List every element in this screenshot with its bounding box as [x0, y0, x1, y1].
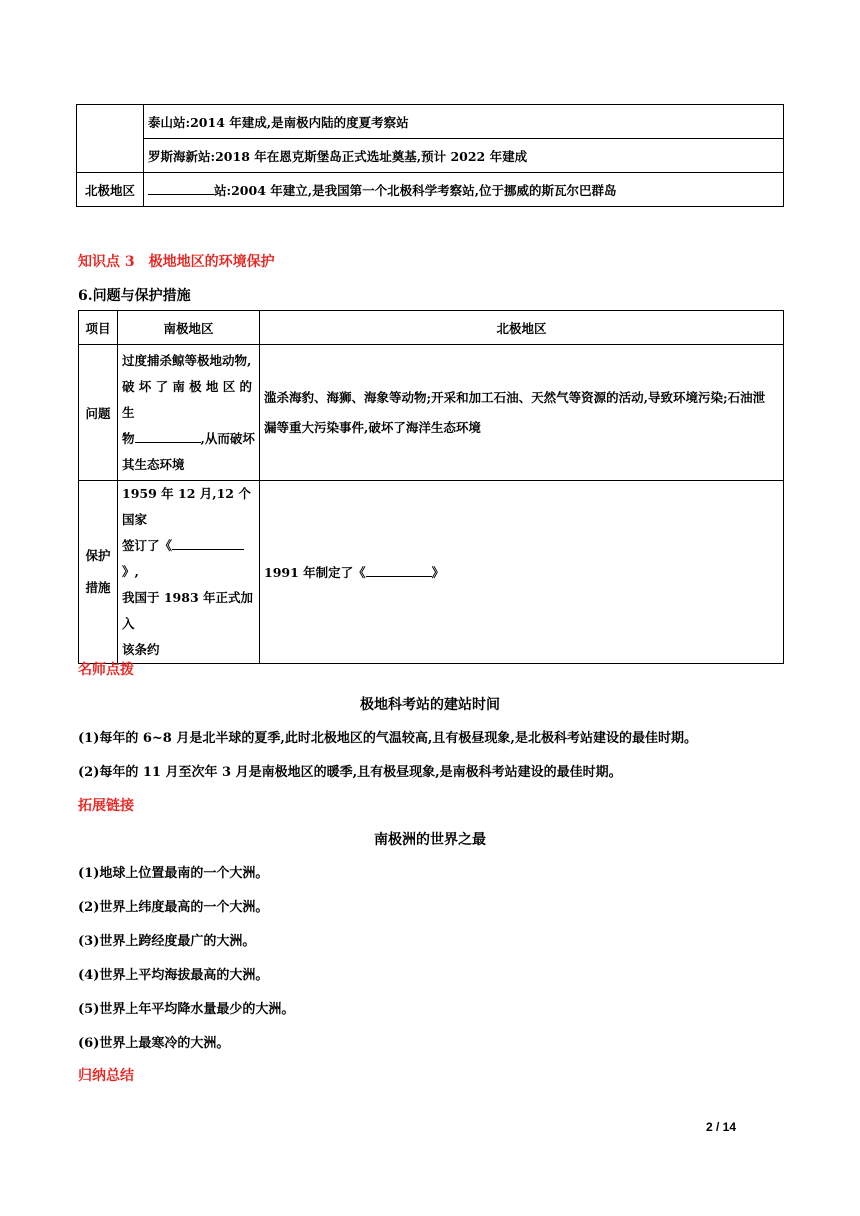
knowledge-point-title: 知识点 3 极地地区的环境保护 [78, 254, 275, 270]
extend-item-5: (5)世界上年平均降水量最少的大洲。 [78, 1002, 295, 1017]
fill-blank[interactable] [366, 564, 432, 577]
header-north: 北极地区 [260, 311, 784, 345]
extend-item-4: (4)世界上平均海拔最高的大洲。 [78, 968, 269, 983]
extend-label: 拓展链接 [78, 798, 134, 814]
header-south: 南极地区 [118, 311, 260, 345]
page-number: 2 / 14 [706, 1120, 737, 1134]
summary-label: 归纳总结 [78, 1068, 134, 1084]
problem-south: 过度捕杀鲸等极地动物, 破坏了南极地区的生 物 ,从而破坏 其生态环境 [118, 345, 260, 481]
station-row-taishan: 泰山站:2014 年建成,是南极内陆的度夏考察站 [144, 105, 784, 139]
protection-table [78, 310, 784, 664]
extend-item-3: (3)世界上跨经度最广的大洲。 [78, 934, 256, 949]
tip-item-1: (1)每年的 6~8 月是北半球的夏季,此时北极地区的气温较高,且有极昼现象,是北极科考站建设的最佳时期。 [78, 731, 697, 746]
arctic-region-label: 北极地区 [77, 173, 144, 207]
stations-table [76, 104, 784, 207]
tip-item-2: (2)每年的 11 月至次年 3 月是南极地区的暖季,且有极昼现象,是南极科考站建设的最佳时期。 [78, 765, 622, 780]
problem-north: 滥杀海豹、海狮、海象等动物;开采和加工石油、天然气等资源的活动,导致环境污染;石油泄 漏等重大污染事件,破坏了海洋生态环境 [260, 345, 784, 481]
problem-label: 问题 [79, 345, 118, 481]
measures-label: 保护 措施 [79, 481, 118, 664]
station-row-arctic: 站:2004 年建立,是我国第一个北极科学考察站,位于挪威的斯瓦尔巴群岛 [144, 173, 784, 207]
tip-label: 名师点拨 [78, 662, 134, 678]
station-row-rossi: 罗斯海新站:2018 年在恩克斯堡岛正式选址奠基,预计 2022 年建成 [144, 139, 784, 173]
extend-title: 南极洲的世界之最 [374, 832, 486, 848]
section-title: 6.问题与保护措施 [78, 288, 191, 304]
extend-item-1: (1)地球上位置最南的一个大洲。 [78, 866, 269, 881]
fill-blank[interactable] [135, 430, 201, 443]
extend-item-2: (2)世界上纬度最高的一个大洲。 [78, 900, 269, 915]
header-item: 项目 [79, 311, 118, 345]
extend-item-6: (6)世界上最寒冷的大洲。 [78, 1036, 230, 1051]
fill-blank[interactable] [172, 537, 244, 550]
stations-category-cell [77, 105, 144, 173]
tip-title: 极地科考站的建站时间 [360, 697, 500, 713]
measures-north: 1991 年制定了《 》 [260, 481, 784, 664]
fill-blank[interactable] [148, 182, 214, 195]
measures-south: 1959 年 12 月,12 个国家 签订了《》, 我国于 1983 年正式加入 该条约 [118, 481, 260, 664]
